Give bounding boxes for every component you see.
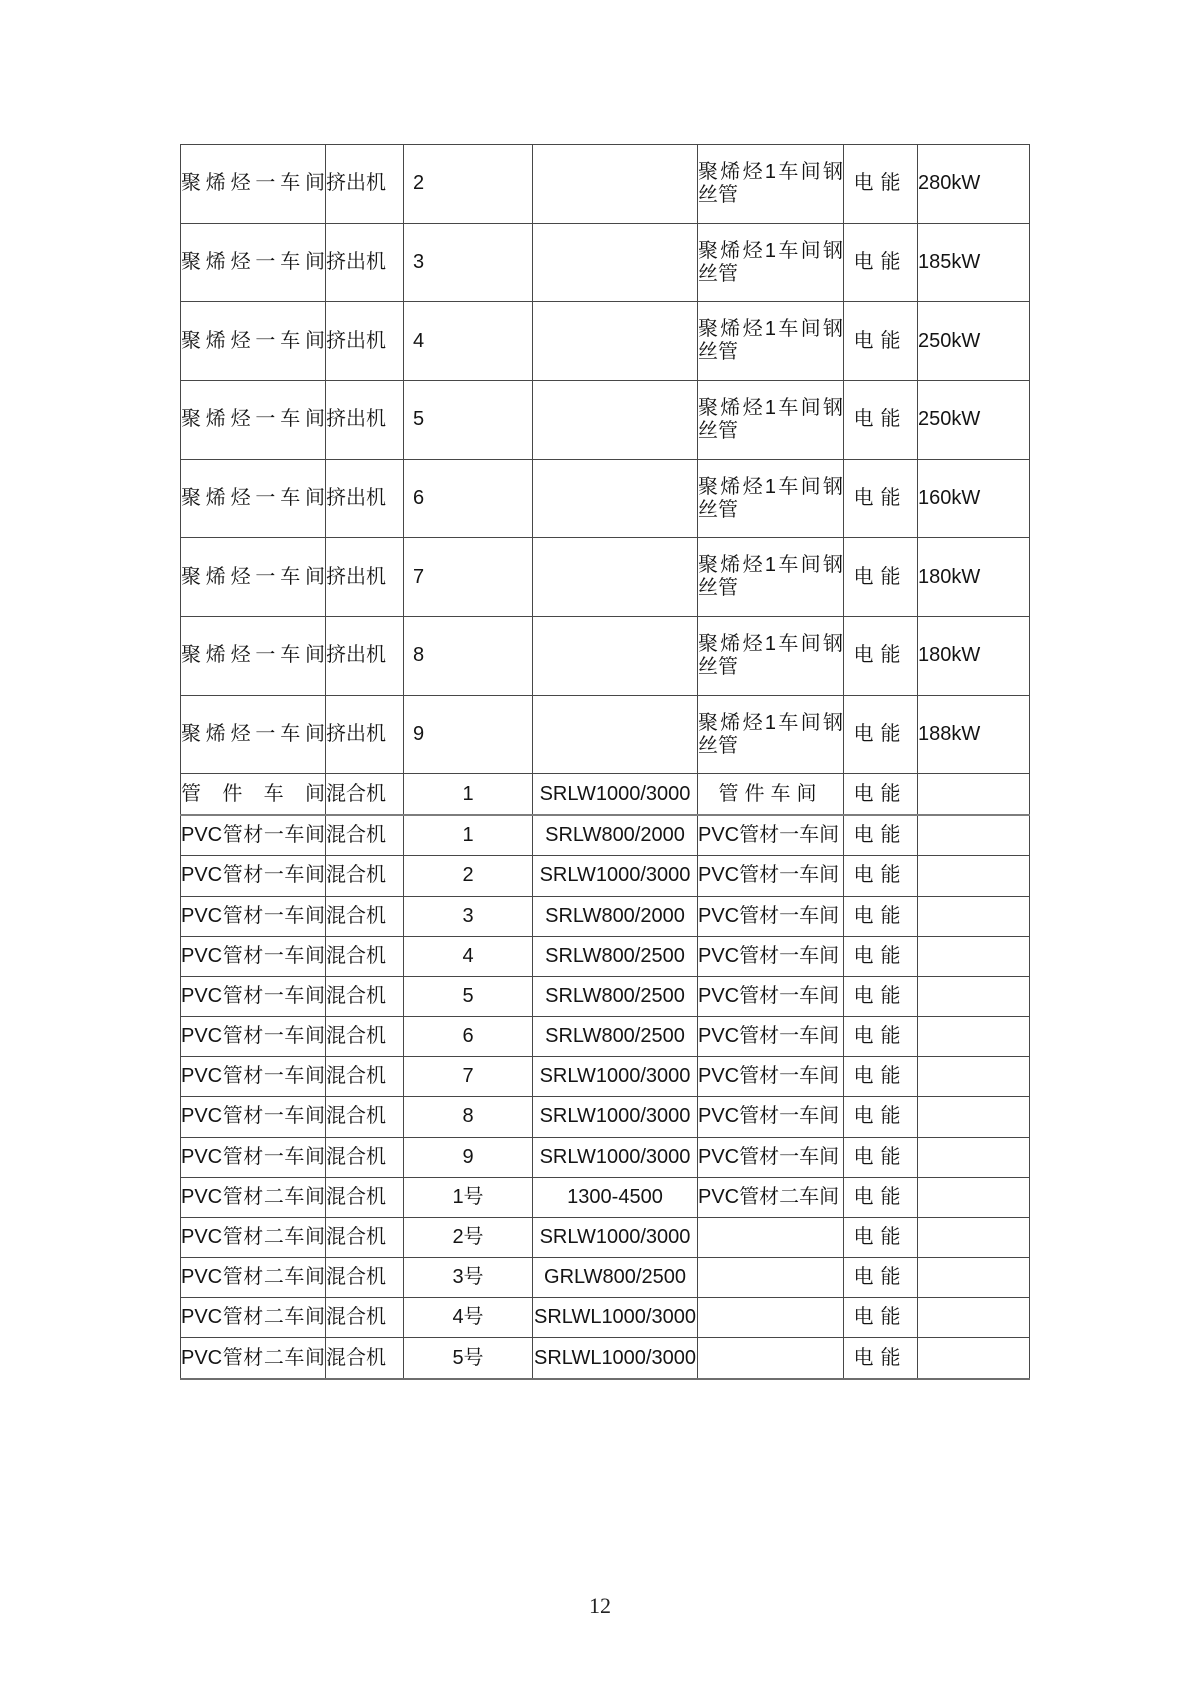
cell-energy: 电能 xyxy=(844,1017,918,1057)
cell-model: SRLW800/2500 xyxy=(533,976,698,1016)
table-row xyxy=(181,617,1030,696)
cell-workshop: 聚烯烃一车间 xyxy=(181,145,326,224)
cell-location: 聚烯烃1车间钢丝管 xyxy=(698,617,844,696)
table-row xyxy=(181,695,1030,774)
cell-power xyxy=(918,1217,1030,1257)
cell-workshop: PVC管材一车间 xyxy=(181,856,326,896)
cell-machine: 挤出机 xyxy=(326,145,404,224)
cell-machine: 混合机 xyxy=(326,1097,404,1137)
cell-model: SRLW800/2500 xyxy=(533,936,698,976)
cell-energy: 电能 xyxy=(844,896,918,936)
cell-energy: 电能 xyxy=(844,223,918,302)
cell-workshop: PVC管材一车间 xyxy=(181,1017,326,1057)
cell-number: 6 xyxy=(404,1017,533,1057)
cell-location xyxy=(698,1258,844,1298)
cell-power xyxy=(918,1258,1030,1298)
cell-workshop: PVC管材二车间 xyxy=(181,1258,326,1298)
table-row xyxy=(181,815,1030,856)
cell-number: 3号 xyxy=(404,1258,533,1298)
cell-workshop: PVC管材一车间 xyxy=(181,1097,326,1137)
cell-energy: 电能 xyxy=(844,538,918,617)
table-row xyxy=(181,1177,1030,1217)
page-number: 12 xyxy=(589,1593,611,1618)
table-row xyxy=(181,1298,1030,1338)
table-row xyxy=(181,381,1030,460)
cell-machine: 挤出机 xyxy=(326,695,404,774)
cell-power xyxy=(918,1097,1030,1137)
cell-location: PVC管材一车间 xyxy=(698,1097,844,1137)
cell-energy: 电能 xyxy=(844,856,918,896)
cell-model: GRLW800/2500 xyxy=(533,1258,698,1298)
cell-location: PVC管材一车间 xyxy=(698,815,844,856)
cell-number: 4 xyxy=(404,936,533,976)
cell-location: PVC管材一车间 xyxy=(698,896,844,936)
cell-number: 9 xyxy=(404,695,533,774)
cell-model: SRLWL1000/3000 xyxy=(533,1338,698,1379)
table-row xyxy=(181,1097,1030,1137)
table-row xyxy=(181,774,1030,815)
cell-machine: 挤出机 xyxy=(326,459,404,538)
cell-number: 5 xyxy=(404,381,533,460)
cell-location: PVC管材一车间 xyxy=(698,976,844,1016)
cell-energy: 电能 xyxy=(844,302,918,381)
table-row xyxy=(181,223,1030,302)
cell-power: 180kW xyxy=(918,538,1030,617)
cell-energy: 电能 xyxy=(844,1137,918,1177)
cell-energy: 电能 xyxy=(844,976,918,1016)
table-row xyxy=(181,856,1030,896)
cell-machine: 混合机 xyxy=(326,1057,404,1097)
cell-model xyxy=(533,302,698,381)
cell-number: 6 xyxy=(404,459,533,538)
cell-model xyxy=(533,617,698,696)
table-row xyxy=(181,1057,1030,1097)
cell-location xyxy=(698,1217,844,1257)
cell-number: 4 xyxy=(404,302,533,381)
cell-energy: 电能 xyxy=(844,815,918,856)
cell-location: PVC管材一车间 xyxy=(698,936,844,976)
table-row xyxy=(181,145,1030,224)
cell-model xyxy=(533,145,698,224)
cell-location: 管件车间 xyxy=(698,774,844,815)
cell-model xyxy=(533,223,698,302)
cell-machine: 混合机 xyxy=(326,815,404,856)
cell-machine: 混合机 xyxy=(326,1217,404,1257)
cell-number: 1号 xyxy=(404,1177,533,1217)
cell-energy: 电能 xyxy=(844,1057,918,1097)
cell-model: SRLW1000/3000 xyxy=(533,1217,698,1257)
cell-workshop: PVC管材一车间 xyxy=(181,976,326,1016)
cell-power xyxy=(918,1298,1030,1338)
cell-workshop: PVC管材一车间 xyxy=(181,815,326,856)
cell-machine: 挤出机 xyxy=(326,223,404,302)
cell-number: 8 xyxy=(404,617,533,696)
cell-model xyxy=(533,695,698,774)
table-row xyxy=(181,1137,1030,1177)
equipment-table xyxy=(180,144,1030,1380)
cell-machine: 挤出机 xyxy=(326,302,404,381)
cell-workshop: PVC管材二车间 xyxy=(181,1217,326,1257)
cell-model: SRLW1000/3000 xyxy=(533,774,698,815)
cell-machine: 混合机 xyxy=(326,856,404,896)
cell-workshop: 聚烯烃一车间 xyxy=(181,695,326,774)
cell-machine: 混合机 xyxy=(326,774,404,815)
cell-workshop: 聚烯烃一车间 xyxy=(181,538,326,617)
cell-number: 4号 xyxy=(404,1298,533,1338)
cell-energy: 电能 xyxy=(844,145,918,224)
cell-workshop: 聚烯烃一车间 xyxy=(181,617,326,696)
cell-workshop: PVC管材一车间 xyxy=(181,896,326,936)
cell-workshop: PVC管材二车间 xyxy=(181,1177,326,1217)
cell-power: 160kW xyxy=(918,459,1030,538)
cell-power xyxy=(918,1017,1030,1057)
cell-number: 8 xyxy=(404,1097,533,1137)
cell-workshop: PVC管材一车间 xyxy=(181,936,326,976)
cell-power: 280kW xyxy=(918,145,1030,224)
cell-model xyxy=(533,381,698,460)
cell-workshop: 聚烯烃一车间 xyxy=(181,381,326,460)
cell-location xyxy=(698,1338,844,1379)
cell-machine: 混合机 xyxy=(326,976,404,1016)
cell-workshop: 管件车间 xyxy=(181,774,326,815)
cell-machine: 混合机 xyxy=(326,1177,404,1217)
cell-number: 2 xyxy=(404,856,533,896)
table-row xyxy=(181,302,1030,381)
cell-location: PVC管材一车间 xyxy=(698,1017,844,1057)
cell-power xyxy=(918,1177,1030,1217)
cell-model: SRLW1000/3000 xyxy=(533,1057,698,1097)
table-row xyxy=(181,1017,1030,1057)
cell-energy: 电能 xyxy=(844,1338,918,1379)
cell-power xyxy=(918,1137,1030,1177)
cell-number: 9 xyxy=(404,1137,533,1177)
cell-power: 188kW xyxy=(918,695,1030,774)
cell-number: 2 xyxy=(404,145,533,224)
cell-model xyxy=(533,538,698,617)
cell-model: SRLW800/2000 xyxy=(533,815,698,856)
cell-location: 聚烯烃1车间钢丝管 xyxy=(698,538,844,617)
cell-location: PVC管材一车间 xyxy=(698,856,844,896)
cell-workshop: PVC管材二车间 xyxy=(181,1298,326,1338)
table-row xyxy=(181,976,1030,1016)
cell-machine: 混合机 xyxy=(326,1137,404,1177)
cell-number: 2号 xyxy=(404,1217,533,1257)
cell-workshop: 聚烯烃一车间 xyxy=(181,302,326,381)
cell-location: PVC管材二车间 xyxy=(698,1177,844,1217)
table-row xyxy=(181,459,1030,538)
cell-machine: 混合机 xyxy=(326,1298,404,1338)
cell-machine: 挤出机 xyxy=(326,617,404,696)
cell-model: SRLW800/2500 xyxy=(533,1017,698,1057)
cell-energy: 电能 xyxy=(844,1097,918,1137)
cell-location xyxy=(698,1298,844,1338)
cell-workshop: PVC管材一车间 xyxy=(181,1057,326,1097)
cell-location: 聚烯烃1车间钢丝管 xyxy=(698,381,844,460)
cell-power: 250kW xyxy=(918,302,1030,381)
cell-number: 7 xyxy=(404,1057,533,1097)
table-row xyxy=(181,538,1030,617)
cell-power xyxy=(918,936,1030,976)
cell-location: 聚烯烃1车间钢丝管 xyxy=(698,145,844,224)
cell-location: 聚烯烃1车间钢丝管 xyxy=(698,302,844,381)
cell-number: 5 xyxy=(404,976,533,1016)
cell-energy: 电能 xyxy=(844,459,918,538)
cell-workshop: 聚烯烃一车间 xyxy=(181,459,326,538)
cell-machine: 混合机 xyxy=(326,896,404,936)
table-row xyxy=(181,1258,1030,1298)
cell-model: SRLW1000/3000 xyxy=(533,856,698,896)
cell-model: SRLW1000/3000 xyxy=(533,1097,698,1137)
cell-power xyxy=(918,1057,1030,1097)
table-row xyxy=(181,896,1030,936)
cell-model: 1300-4500 xyxy=(533,1177,698,1217)
cell-location: PVC管材一车间 xyxy=(698,1057,844,1097)
cell-model: SRLWL1000/3000 xyxy=(533,1298,698,1338)
table-row xyxy=(181,1338,1030,1379)
cell-model: SRLW1000/3000 xyxy=(533,1137,698,1177)
cell-energy: 电能 xyxy=(844,1217,918,1257)
cell-power xyxy=(918,856,1030,896)
cell-workshop: PVC管材一车间 xyxy=(181,1137,326,1177)
cell-model: SRLW800/2000 xyxy=(533,896,698,936)
cell-power xyxy=(918,896,1030,936)
cell-power: 180kW xyxy=(918,617,1030,696)
cell-power xyxy=(918,976,1030,1016)
cell-model xyxy=(533,459,698,538)
cell-power xyxy=(918,1338,1030,1379)
cell-power: 185kW xyxy=(918,223,1030,302)
cell-energy: 电能 xyxy=(844,617,918,696)
cell-energy: 电能 xyxy=(844,774,918,815)
cell-location: 聚烯烃1车间钢丝管 xyxy=(698,223,844,302)
cell-power xyxy=(918,815,1030,856)
cell-energy: 电能 xyxy=(844,695,918,774)
cell-number: 1 xyxy=(404,815,533,856)
cell-machine: 混合机 xyxy=(326,936,404,976)
cell-machine: 混合机 xyxy=(326,1338,404,1379)
cell-power: 250kW xyxy=(918,381,1030,460)
cell-location: PVC管材一车间 xyxy=(698,1137,844,1177)
cell-energy: 电能 xyxy=(844,1298,918,1338)
cell-location: 聚烯烃1车间钢丝管 xyxy=(698,459,844,538)
cell-machine: 挤出机 xyxy=(326,381,404,460)
cell-number: 1 xyxy=(404,774,533,815)
cell-number: 3 xyxy=(404,896,533,936)
cell-number: 5号 xyxy=(404,1338,533,1379)
cell-number: 3 xyxy=(404,223,533,302)
table-row xyxy=(181,936,1030,976)
cell-machine: 混合机 xyxy=(326,1017,404,1057)
table-row xyxy=(181,1217,1030,1257)
cell-workshop: PVC管材二车间 xyxy=(181,1338,326,1379)
cell-machine: 挤出机 xyxy=(326,538,404,617)
cell-energy: 电能 xyxy=(844,1258,918,1298)
cell-energy: 电能 xyxy=(844,381,918,460)
cell-machine: 混合机 xyxy=(326,1258,404,1298)
cell-number: 7 xyxy=(404,538,533,617)
cell-workshop: 聚烯烃一车间 xyxy=(181,223,326,302)
cell-location: 聚烯烃1车间钢丝管 xyxy=(698,695,844,774)
cell-energy: 电能 xyxy=(844,936,918,976)
cell-energy: 电能 xyxy=(844,1177,918,1217)
cell-power xyxy=(918,774,1030,815)
